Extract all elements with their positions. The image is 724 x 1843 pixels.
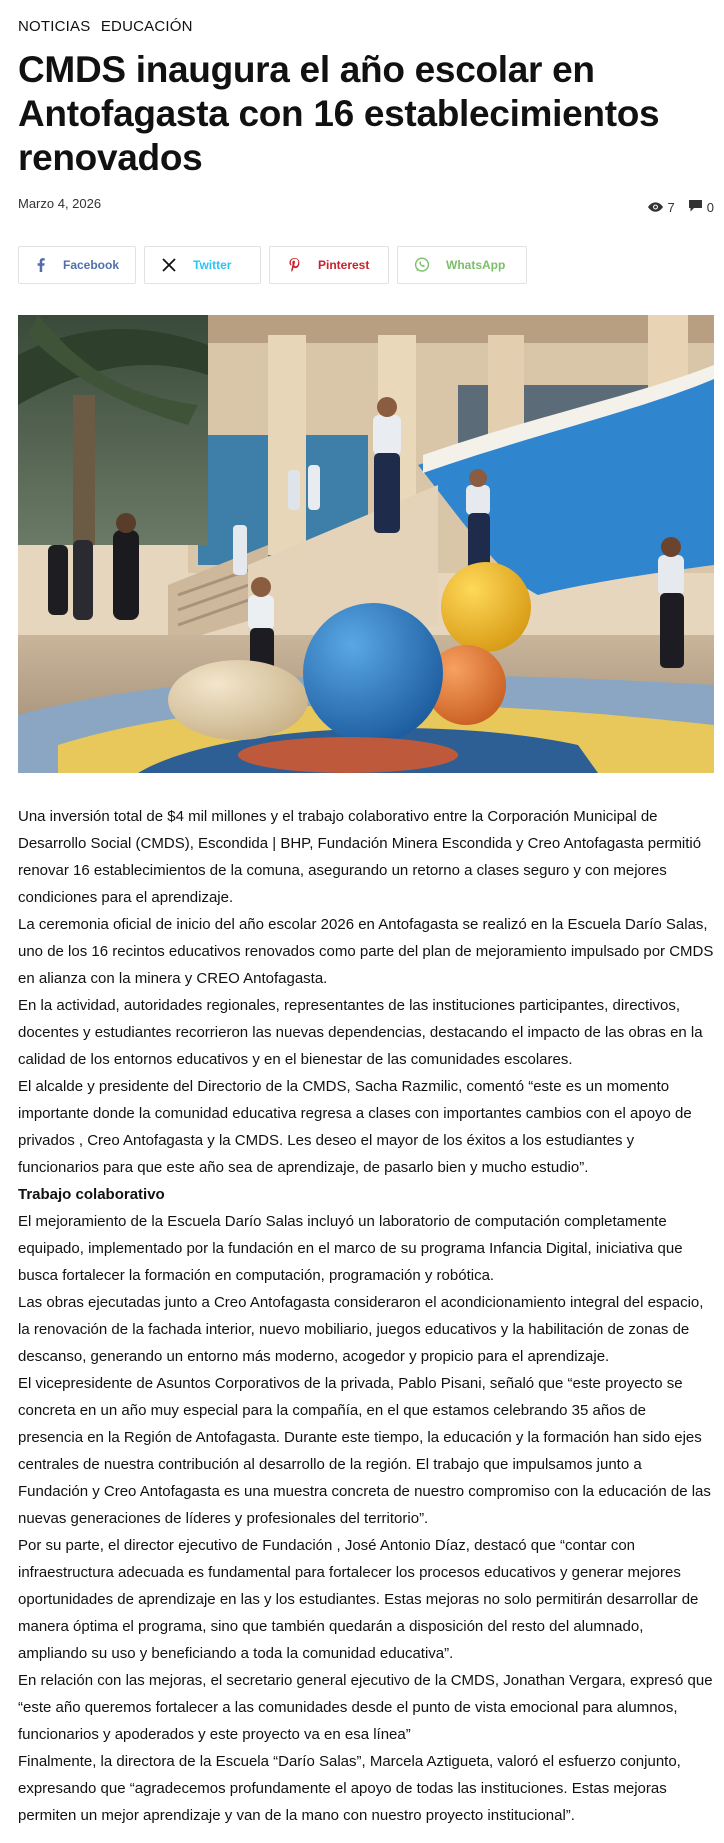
whatsapp-label: WhatsApp (446, 258, 506, 272)
paragraph: La ceremonia oficial de inicio del año escolar 2026 en Antofagasta se realizó en la Escuela Darío Salas, uno de los 16 recintos educativos renovados como parte del plan de mejoramiento impulsado por CMDS en alianza con la minera y CREO Antofagasta. (18, 916, 714, 987)
paragraph: Finalmente, la directora de la Escuela “Darío Salas”, Marcela Aztigueta, valoró el esfuerzo conjunto, expresando que “agradecemos profundamente el apoyo de todas las instituciones. Estas mejoras permiten un mejor aprendizaje y van de la mano con nuestro proyecto institucional”. (18, 1753, 681, 1824)
comments-count: 0 (706, 200, 714, 215)
views-count: 7 (667, 200, 675, 215)
paragraph: Las obras ejecutadas junto a Creo Antofagasta consideraron el acondicionamiento integral del espacio, la renovación de la fachada interior, nuevo mobiliario, juegos educativos y la habilitación de zonas de descanso, generando un entorno más moderno, acogedor y propicio para el aprendizaje. (18, 1294, 704, 1365)
paragraph: Una inversión total de $4 mil millones y el trabajo colaborativo entre la Corporación Municipal de Desarrollo Social (CMDS), Escondida | BHP, Fundación Minera Escondida y Creo Antofagasta permitió renovar 16 establecimientos de la comuna, asegurando un retorno a clases seguro y con mejores condiciones para el aprendizaje. (18, 808, 702, 906)
article-date: Marzo 4, 2026 (18, 196, 102, 211)
article-hero-image (18, 315, 714, 773)
x-icon (159, 258, 179, 272)
paragraph: El vicepresidente de Asuntos Corporativos de la privada, Pablo Pisani, señaló que “este proyecto se concreta en un año muy especial para la compañía, en el que estamos celebrando 35 años de presencia en la Región de Antofagasta. Durante este tiempo, la educación y la formación han sido ejes centrales de nuestra contribución al desarrollo de la región. El trabajo que impulsamos junto a Fundación y Creo Antofagasta es una muestra concreta de nuestro compromiso con la educación de las nuevas generaciones de líderes y profesionales del territorio”. (18, 1375, 711, 1527)
category-breadcrumb (18, 18, 199, 35)
section-subheading: Trabajo colaborativo (18, 1186, 165, 1203)
share-pinterest-button[interactable] (269, 246, 389, 284)
facebook-icon (33, 258, 49, 272)
share-twitter-button[interactable] (144, 246, 261, 284)
pinterest-icon (284, 258, 304, 272)
share-whatsapp-button[interactable] (397, 246, 527, 284)
category-educacion-link[interactable]: EDUCACIÓN (100, 18, 193, 35)
article-title: CMDS inaugura el año escolar en Antofagasta con 16 establecimientos renovados (18, 49, 660, 178)
category-noticias-link[interactable]: NOTICIAS (18, 18, 91, 35)
facebook-label: Facebook (62, 258, 119, 272)
share-buttons (18, 246, 527, 284)
comment-icon (689, 200, 702, 215)
paragraph: El mejoramiento de la Escuela Darío Salas incluyó un laboratorio de computación completamente equipado, implementado por la fundación en el marco de su programa Infancia Digital, iniciativa que busca fortalecer la formación en computación, programación y robótica. (18, 1213, 683, 1284)
share-facebook-button[interactable] (18, 246, 136, 284)
paragraph: Por su parte, el director ejecutivo de Fundación , José Antonio Díaz, destacó que “contar con infraestructura adecuada es fundamental para fortalecer los procesos educativos y generar mejores oportunidades de aprendizaje en las y los estudiantes. Estas mejoras no solo permitirán desarrollar de manera óptima el programa, sino que también quedarán a disposición del resto del alumnado, ampliando su uso y beneficiando a toda la comunidad educativa”. (18, 1537, 699, 1662)
views-counter (648, 200, 675, 215)
twitter-label: Twitter (193, 258, 232, 272)
whatsapp-icon (412, 257, 432, 273)
article-stats (640, 200, 714, 215)
comments-counter[interactable] (689, 200, 714, 215)
pinterest-label: Pinterest (318, 258, 370, 272)
paragraph: El alcalde y presidente del Directorio de la CMDS, Sacha Razmilic, comentó “este es un momento importante donde la comunidad educativa regresa a clases con importantes cambios con el apoyo de privados , Creo Antofagasta y la CMDS. Les deseo el mayor de los éxitos a los estudiantes y funcionarios para que este año sea de aprendizaje, de pasarlo bien y mucho estudio”. (18, 1078, 692, 1176)
paragraph: En la actividad, autoridades regionales, representantes de las instituciones participantes, directivos, docentes y estudiantes recorrieron las nuevas dependencias, destacando el impacto de las obras en la calidad de los entornos educativos y en el bienestar de las comunidades escolares. (18, 997, 703, 1068)
paragraph: En relación con las mejoras, el secretario general ejecutivo de la CMDS, Jonathan Vergara, expresó que “este año queremos fortalecer a las comunidades desde el punto de vista emocional para alumnos, funcionarios y apoderados y este proyecto va en esa línea” (18, 1672, 713, 1743)
eye-icon (648, 200, 663, 215)
article-body (18, 803, 714, 1829)
